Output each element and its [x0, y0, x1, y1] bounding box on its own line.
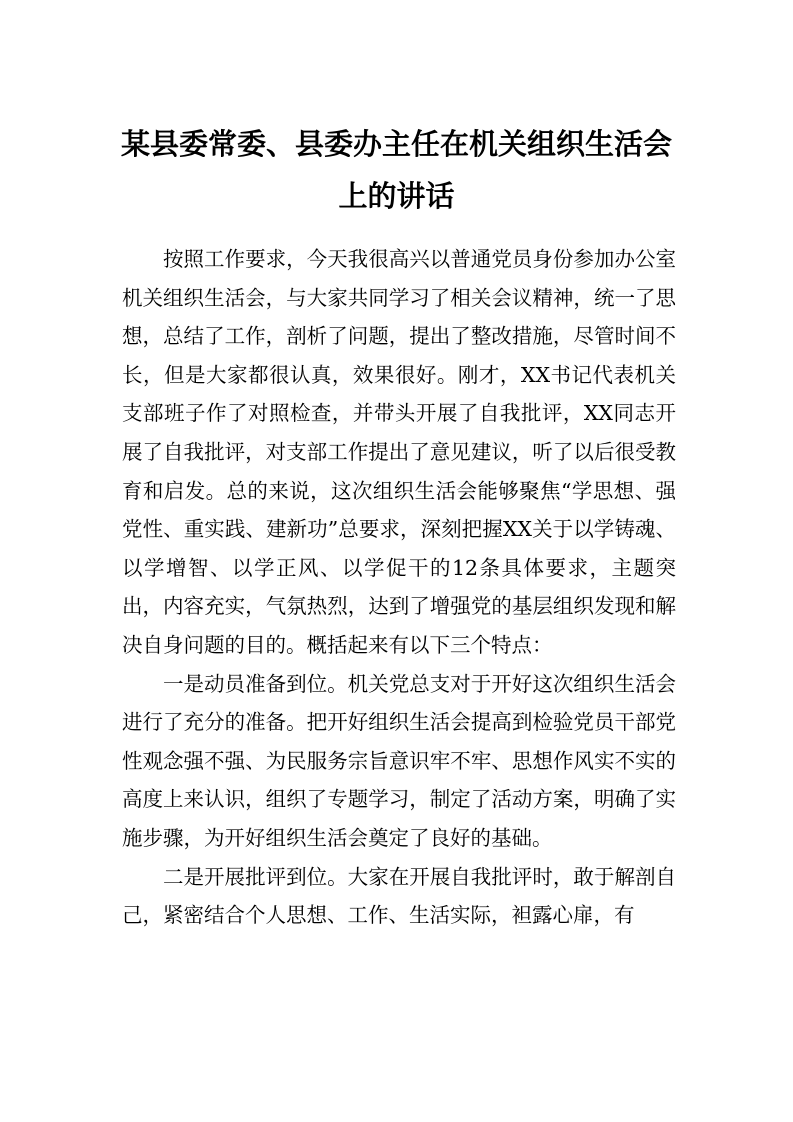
paragraph-point-two: 二是开展批评到位。大家在开展自我批评时，敢于解剖自己，紧密结合个人思想、工作、生活实际，袒露心扉，有 [122, 864, 676, 928]
document-title: 某县委常委、县委办主任在机关组织生活会上的讲话 [120, 127, 672, 213]
paragraph-intro: 按照工作要求，今天我很高兴以普通党员身份参加办公室机关组织生活会，与大家共同学习了相关会议精神，统一了思想，总结了工作，剖析了问题，提出了整改措施，尽管时间不长，但是大家都很认真，效果很好。刚才，XX书记代表机关支部班子作了对照检查，并带头开展了自我批评，XX同志开展了自我批评，对支部工作提出了意见建议，听了以后很受教育和启发。总的来说，这次组织生活会能够聚焦“学思想、强党性、重实践、建新功”总要求，深刻把握XX关于以学铸魂、以学增智、以学正风、以学促干的12条具体要求，主题突出，内容充实，气氛热烈，达到了增强党的基层组织发现和解决自身问题的目的。概括起来有以下三个特点： [122, 247, 676, 657]
paragraph-point-one: 一是动员准备到位。机关党总支对于开好这次组织生活会进行了充分的准备。把开好组织生活会提高到检验党员干部党性观念强不强、为民服务宗旨意识牢不牢、思想作风实不实的高度上来认识，组织了专题学习，制定了活动方案，明确了实施步骤，为开好组织生活会奠定了良好的基础。 [122, 671, 676, 850]
document-body [122, 240, 676, 935]
